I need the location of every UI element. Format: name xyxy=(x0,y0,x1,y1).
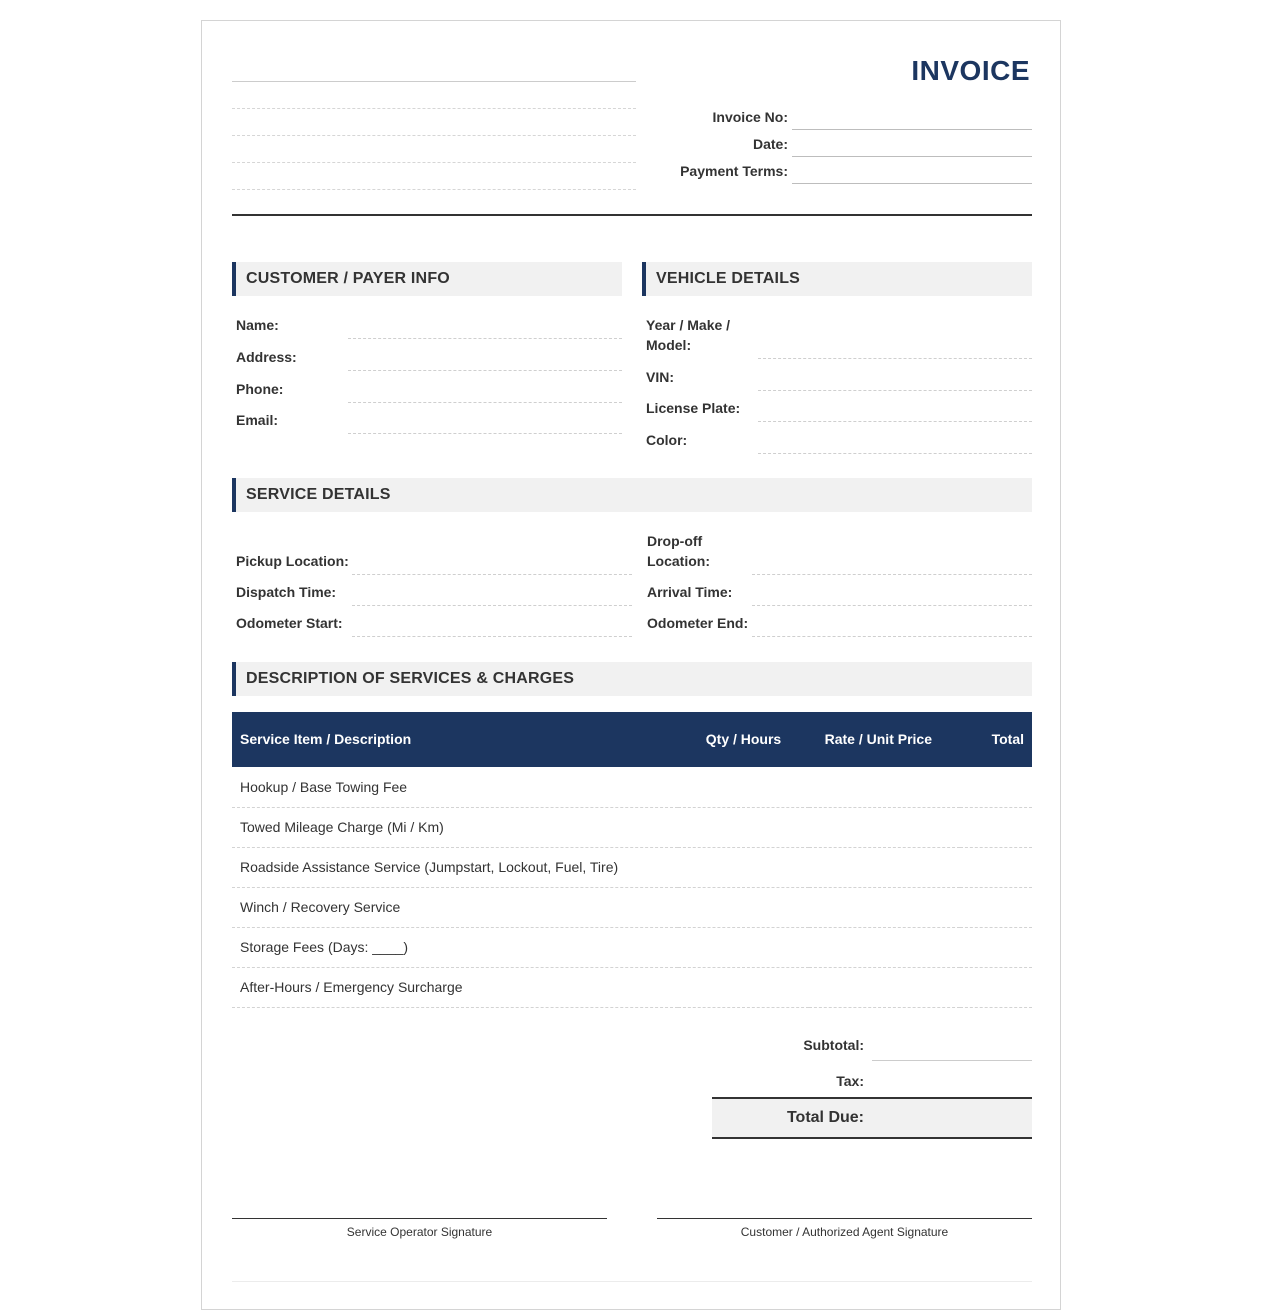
row-qty[interactable] xyxy=(678,847,809,887)
payment-terms-row xyxy=(662,157,1032,184)
company-address-line-2[interactable] xyxy=(232,135,636,136)
invoice-date-field[interactable] xyxy=(792,130,1032,157)
dispatch-time-field[interactable] xyxy=(352,577,632,606)
vehicle-color-field[interactable] xyxy=(758,425,1032,454)
customer-name-row xyxy=(232,311,622,339)
row-total[interactable] xyxy=(960,767,1032,807)
customer-section-heading: CUSTOMER / PAYER INFO xyxy=(232,262,622,296)
row-qty[interactable] xyxy=(678,807,809,847)
total-due-row xyxy=(712,1097,1032,1139)
row-qty[interactable] xyxy=(678,767,809,807)
vehicle-vin-field[interactable] xyxy=(758,362,1032,391)
total-due-field[interactable] xyxy=(872,1100,1032,1136)
row-rate[interactable] xyxy=(809,887,960,927)
row-total[interactable] xyxy=(960,927,1032,967)
row-description: Towed Mileage Charge (Mi / Km) xyxy=(232,807,678,847)
customer-phone-row xyxy=(232,375,622,403)
vehicle-vin-row xyxy=(642,363,1032,391)
dropoff-location-field[interactable] xyxy=(752,526,1032,575)
company-info-lines xyxy=(232,81,636,190)
dropoff-location-label: Drop-off Location: xyxy=(647,533,710,569)
row-rate[interactable] xyxy=(809,927,960,967)
invoice-number-row xyxy=(662,103,1032,130)
operator-signature-line[interactable] xyxy=(232,1218,607,1219)
dropoff-location-row xyxy=(643,527,1032,575)
row-description: Winch / Recovery Service xyxy=(232,887,678,927)
row-description: Hookup / Base Towing Fee xyxy=(232,767,678,807)
vehicle-color-row xyxy=(642,426,1032,454)
odometer-end-row xyxy=(643,609,1032,637)
invoice-page xyxy=(201,20,1061,1310)
odometer-end-label: Odometer End: xyxy=(647,615,749,631)
dispatch-time-label: Dispatch Time: xyxy=(236,584,337,600)
total-due-label: Total Due: xyxy=(786,1109,864,1126)
row-qty[interactable] xyxy=(678,967,809,1007)
customer-address-field[interactable] xyxy=(348,342,622,371)
customer-email-row xyxy=(232,406,622,434)
company-address-line-3[interactable] xyxy=(232,162,636,163)
invoice-meta xyxy=(662,103,1032,184)
column-total: Total xyxy=(991,731,1024,747)
customer-email-field[interactable] xyxy=(348,405,622,434)
customer-address-row xyxy=(232,343,622,371)
pickup-location-label: Pickup Location: xyxy=(236,553,349,569)
subtotal-row xyxy=(712,1025,1032,1061)
company-address-line-1[interactable] xyxy=(232,108,636,109)
tax-label: Tax: xyxy=(836,1073,864,1089)
customer-name-field[interactable] xyxy=(348,310,622,339)
table-row xyxy=(232,767,1032,807)
table-row xyxy=(232,967,1032,1007)
row-qty[interactable] xyxy=(678,927,809,967)
row-rate[interactable] xyxy=(809,807,960,847)
invoice-number-label: Invoice No: xyxy=(712,109,788,125)
tax-field[interactable] xyxy=(872,1061,1032,1097)
odometer-end-field[interactable] xyxy=(752,608,1032,637)
column-rate: Rate / Unit Price xyxy=(824,731,932,747)
pickup-location-row xyxy=(232,547,632,575)
vehicle-color-label: Color: xyxy=(646,432,688,448)
row-rate[interactable] xyxy=(809,767,960,807)
table-row xyxy=(232,847,1032,887)
row-description: Roadside Assistance Service (Jumpstart, Lockout, Fuel, Tire) xyxy=(232,847,678,887)
row-description: Storage Fees (Days: ____) xyxy=(232,927,678,967)
vehicle-model-field[interactable] xyxy=(758,310,1032,359)
row-description: After-Hours / Emergency Surcharge xyxy=(232,967,678,1007)
subtotal-label: Subtotal: xyxy=(803,1037,864,1053)
tax-row xyxy=(712,1061,1032,1097)
column-qty-hours: Qty / Hours xyxy=(705,731,782,747)
subtotal-field[interactable] xyxy=(872,1025,1032,1061)
invoice-date-label: Date: xyxy=(752,136,788,152)
dispatch-time-row xyxy=(232,578,632,606)
table-row xyxy=(232,927,1032,967)
company-name-line[interactable] xyxy=(232,81,636,82)
row-total[interactable] xyxy=(960,967,1032,1007)
customer-phone-field[interactable] xyxy=(348,374,622,403)
row-rate[interactable] xyxy=(809,847,960,887)
footer-divider xyxy=(232,1281,1032,1282)
vehicle-model-label: Year / Make / Model: xyxy=(646,317,731,353)
row-total[interactable] xyxy=(960,847,1032,887)
operator-signature xyxy=(232,1218,607,1239)
table-row xyxy=(232,887,1032,927)
customer-phone-label: Phone: xyxy=(236,381,284,397)
arrival-time-row xyxy=(643,578,1032,606)
customer-email-label: Email: xyxy=(236,412,279,428)
invoice-title: INVOICE xyxy=(911,55,1030,86)
customer-name-label: Name: xyxy=(236,317,279,333)
customer-signature xyxy=(657,1218,1032,1239)
invoice-date-row xyxy=(662,130,1032,157)
vehicle-vin-label: VIN: xyxy=(646,369,674,385)
service-section-heading: SERVICE DETAILS xyxy=(232,478,1032,512)
totals-block xyxy=(712,1025,1032,1139)
vehicle-plate-field[interactable] xyxy=(758,393,1032,422)
odometer-start-field[interactable] xyxy=(352,608,632,637)
charges-section-heading: DESCRIPTION OF SERVICES & CHARGES xyxy=(232,662,1032,696)
vehicle-plate-row xyxy=(642,394,1032,422)
table-row xyxy=(232,807,1032,847)
customer-signature-label: Customer / Authorized Agent Signature xyxy=(740,1225,949,1239)
company-address-line-4[interactable] xyxy=(232,189,636,190)
payment-terms-label: Payment Terms: xyxy=(680,163,788,179)
header-divider xyxy=(232,214,1032,216)
arrival-time-label: Arrival Time: xyxy=(647,584,733,600)
vehicle-model-row xyxy=(642,311,1032,359)
odometer-start-label: Odometer Start: xyxy=(236,615,343,631)
charges-table xyxy=(232,712,1032,1008)
vehicle-plate-label: License Plate: xyxy=(646,400,741,416)
payment-terms-field[interactable] xyxy=(792,157,1032,184)
charges-header-row xyxy=(232,712,1032,767)
customer-address-label: Address: xyxy=(236,349,297,365)
row-rate[interactable] xyxy=(809,967,960,1007)
invoice-number-field[interactable] xyxy=(792,103,1032,130)
pickup-location-field[interactable] xyxy=(352,546,632,575)
operator-signature-label: Service Operator Signature xyxy=(346,1225,493,1239)
column-description: Service Item / Description xyxy=(240,731,412,747)
row-total[interactable] xyxy=(960,887,1032,927)
odometer-start-row xyxy=(232,609,632,637)
vehicle-section-heading: VEHICLE DETAILS xyxy=(642,262,1032,296)
customer-signature-line[interactable] xyxy=(657,1218,1032,1219)
row-qty[interactable] xyxy=(678,887,809,927)
row-total[interactable] xyxy=(960,807,1032,847)
arrival-time-field[interactable] xyxy=(752,577,1032,606)
